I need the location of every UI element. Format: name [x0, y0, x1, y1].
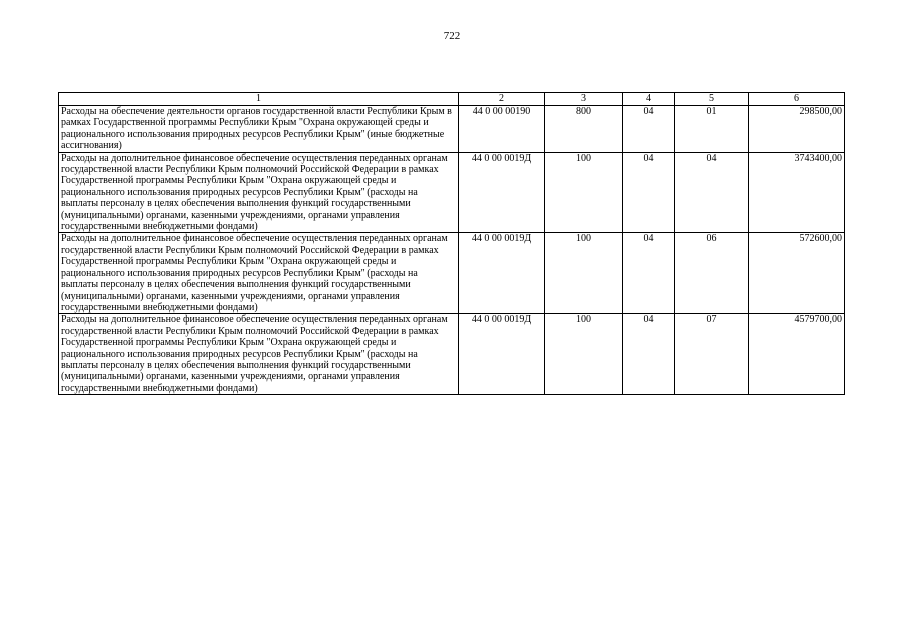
row-amount: 4579700,00	[749, 314, 845, 395]
row-expense-type: 800	[545, 106, 623, 153]
row-expense-type: 100	[545, 233, 623, 314]
table-row	[59, 314, 845, 395]
row-section: 04	[623, 314, 675, 395]
row-target-article: 44 0 00 0019Д	[459, 314, 545, 395]
header-col-1: 1	[59, 93, 459, 106]
table-row	[59, 152, 845, 233]
row-amount: 298500,00	[749, 106, 845, 153]
row-description: Расходы на дополнительное финансовое обеспечение осуществления переданных органам государственной власти Республики Крым полномочий Российской Федерации в рамках Государственной программы Республики Крым "Охрана окружающей среды и рационального использования природных ресурсов Республики Крым" (расходы на выплаты персоналу в целях обеспечения выполнения функций государственными (муниципальными) органами, казенными учреждениями, органами управления государственными внебюджетными фондами)	[59, 314, 459, 395]
row-subsection: 07	[675, 314, 749, 395]
row-expense-type: 100	[545, 152, 623, 233]
header-col-3: 3	[545, 93, 623, 106]
header-col-2: 2	[459, 93, 545, 106]
row-amount: 572600,00	[749, 233, 845, 314]
row-section: 04	[623, 106, 675, 153]
page-number: 722	[443, 30, 461, 42]
row-target-article: 44 0 00 00190	[459, 106, 545, 153]
row-target-article: 44 0 00 0019Д	[459, 152, 545, 233]
header-row	[59, 93, 845, 106]
row-description: Расходы на дополнительное финансовое обеспечение осуществления переданных органам государственной власти Республики Крым полномочий Российской Федерации в рамках Государственной программы Республики Крым "Охрана окружающей среды и рационального использования природных ресурсов Республики Крым" (расходы на выплаты персоналу в целях обеспечения выполнения функций государственными (муниципальными) органами, казенными учреждениями, органами управления государственными внебюджетными фондами)	[59, 233, 459, 314]
header-col-4: 4	[623, 93, 675, 106]
row-expense-type: 100	[545, 314, 623, 395]
row-section: 04	[623, 152, 675, 233]
row-section: 04	[623, 233, 675, 314]
row-target-article: 44 0 00 0019Д	[459, 233, 545, 314]
header-col-5: 5	[675, 93, 749, 106]
row-subsection: 06	[675, 233, 749, 314]
row-amount: 3743400,00	[749, 152, 845, 233]
row-description: Расходы на обеспечение деятельности органов государственной власти Республики Крым в рамках Государственной программы Республики Крым "Охрана окружающей среды и рационального использования природных ресурсов Республики Крым" (иные бюджетные ассигнования)	[59, 106, 459, 153]
row-subsection: 04	[675, 152, 749, 233]
header-col-6: 6	[749, 93, 845, 106]
table-row	[59, 233, 845, 314]
row-description: Расходы на дополнительное финансовое обеспечение осуществления переданных органам государственной власти Республики Крым полномочий Российской Федерации в рамках Государственной программы Республики Крым "Охрана окружающей среды и рационального использования природных ресурсов Республики Крым" (расходы на выплаты персоналу в целях обеспечения выполнения функций государственными (муниципальными) органами, казенными учреждениями, органами управления государственными внебюджетными фондами)	[59, 152, 459, 233]
table-row	[59, 106, 845, 153]
row-subsection: 01	[675, 106, 749, 153]
budget-table	[58, 92, 845, 395]
